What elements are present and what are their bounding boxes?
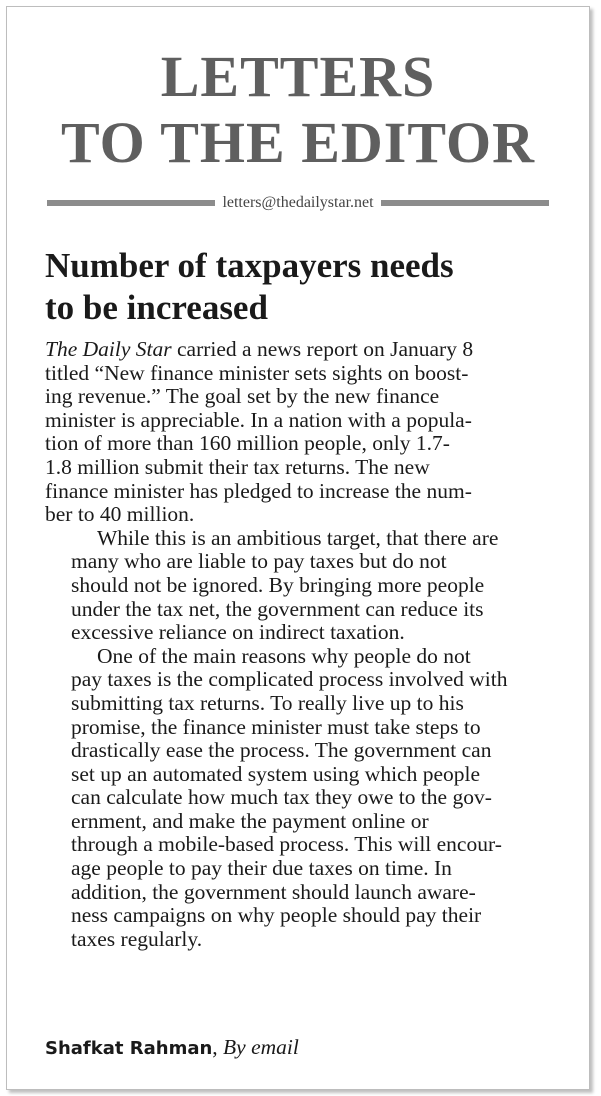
paragraph-line: titled “New finance minister sets sights on boost- (45, 360, 469, 385)
paragraph-line: many who are liable to pay taxes but do not (71, 549, 447, 574)
paragraph-line: under the tax net, the government can reduce its (71, 596, 484, 621)
headline-line-2: to be increased (45, 288, 268, 327)
paragraph-line: ness campaigns on why people should pay their (71, 903, 482, 928)
paragraph-line: set up an automated system using which people (71, 761, 481, 786)
paragraph-line: pay taxes is the complicated process involved with (71, 667, 508, 692)
paragraph-1-line-1 (45, 338, 563, 362)
signoff-separator: , (212, 1035, 224, 1059)
submission-method: By email (223, 1035, 299, 1059)
letter-signoff (45, 1035, 299, 1061)
divider-bar-right (381, 200, 549, 206)
paragraph-line: finance minister has pledged to increase the num- (45, 478, 472, 503)
paragraph-line: While this is an ambitious target, that there are (97, 525, 499, 550)
paragraph-line: excessive reliance on indirect taxation. (71, 620, 405, 645)
paragraph-line: taxes regularly. (71, 926, 203, 951)
letter-headline (45, 245, 561, 329)
paragraph-1-line-1-text: carried a news report on January 8 (171, 337, 474, 361)
author-name: Shafkat Rahman (45, 1038, 213, 1059)
paragraph-line: One of the main reasons why people do not (97, 643, 471, 668)
paragraph-1 (45, 338, 563, 527)
paragraph-line: drastically ease the process. The government can (71, 738, 492, 763)
letter-panel (6, 6, 590, 1090)
paragraph-line: addition, the government should launch aware- (71, 879, 476, 904)
paragraph-line: promise, the finance minister must take steps to (71, 714, 481, 739)
paragraph-2 (45, 527, 563, 645)
editor-email: letters@thedailystar.net (222, 194, 374, 211)
divider-bar-left (47, 200, 215, 206)
publication-name: The Daily Star (45, 337, 172, 361)
paragraph-line: can calculate how much tax they owe to the gov- (71, 785, 492, 810)
paragraph-line: ber to 40 million. (45, 502, 195, 527)
paragraph-line: ing revenue.” The goal set by the new finance (45, 384, 440, 409)
letter-body (45, 338, 563, 951)
paragraph-line: should not be ignored. By bringing more people (71, 572, 485, 597)
paragraph-line: age people to pay their due taxes on time. In (71, 856, 452, 881)
headline-line-1: Number of taxpayers needs (45, 246, 454, 285)
email-divider (47, 193, 549, 213)
paragraph-line: 1.8 million submit their tax returns. The new (45, 454, 430, 479)
paragraph-line: ernment, and make the payment online or (71, 808, 429, 833)
paragraph-line: minister is appreciable. In a nation with a popula- (45, 407, 472, 432)
section-title-line-1: LETTERS (160, 44, 436, 109)
paragraph-line: submitting tax returns. To really live up to his (71, 690, 464, 715)
paragraph-line: tion of more than 160 million people, only 1.7- (45, 431, 450, 456)
paragraph-3 (45, 645, 563, 952)
paragraph-line: through a mobile-based process. This will encour- (71, 832, 502, 857)
section-title-line-2: TO THE EDITOR (61, 110, 535, 175)
